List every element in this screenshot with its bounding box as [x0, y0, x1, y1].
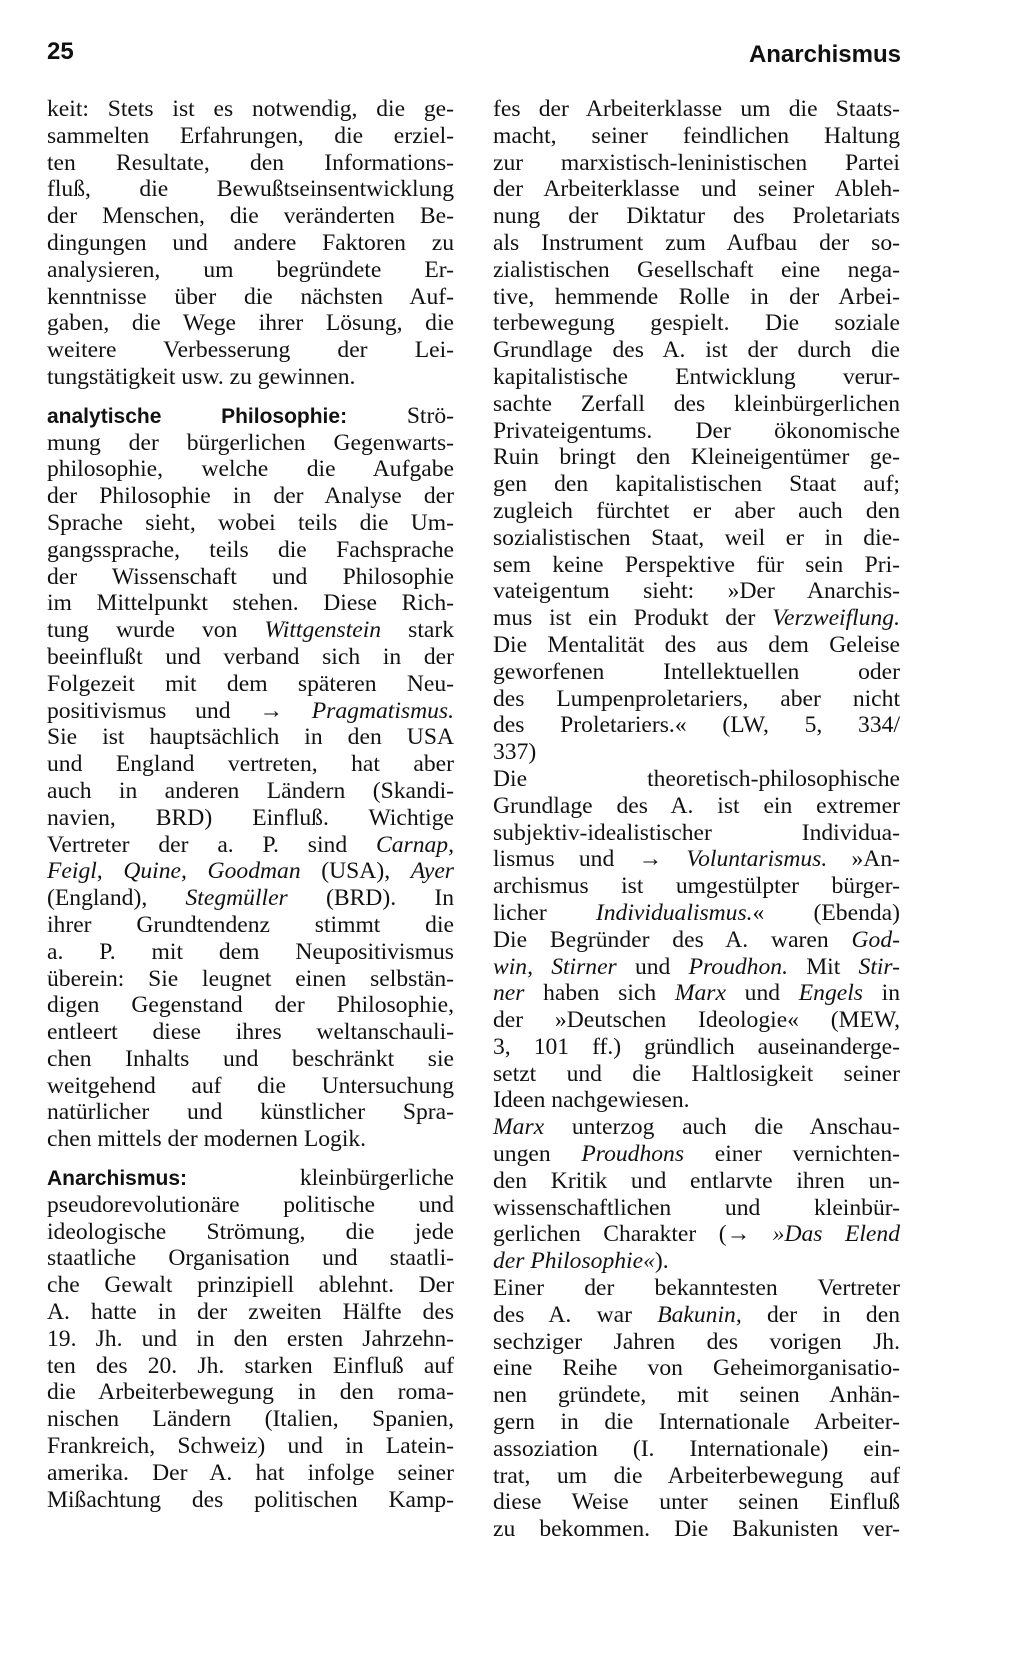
text-line [47, 1019, 454, 1046]
text-line [47, 912, 454, 939]
text-line [47, 778, 454, 805]
paragraph-gap [47, 391, 454, 403]
line-text: Mit [787, 953, 859, 980]
text-line [493, 846, 900, 873]
line-text: ten Resultate, den Informations- [47, 149, 454, 176]
text-line [493, 444, 900, 471]
text-line [493, 1463, 900, 1490]
paragraph-gap [47, 1153, 454, 1165]
page-number: 25 [47, 38, 74, 65]
text-line [493, 203, 900, 230]
italic-name: Ayer [410, 858, 454, 885]
line-text: geworfenen Intellektuellen oder [493, 658, 900, 685]
line-text: che Gewalt prinzipiell ablehnt. Der [47, 1272, 454, 1299]
text-line [493, 739, 900, 766]
text-line [47, 403, 454, 430]
italic-name: »Das Elend [772, 1221, 900, 1248]
text-line [493, 257, 900, 284]
line-text: ). [654, 1248, 669, 1275]
text-line [493, 1516, 900, 1543]
text-line [47, 644, 454, 671]
text-line [493, 337, 900, 364]
line-text: zur marxistisch-leninistischen Partei [493, 149, 900, 176]
line-text: kapitalistische Entwicklung verur- [493, 363, 900, 390]
line-text: philosophie, welche die Aufgabe [47, 456, 454, 483]
italic-name: Marx [493, 1114, 545, 1141]
line-text: als Instrument zum Aufbau der so- [493, 229, 900, 256]
text-line [47, 939, 454, 966]
line-text: und [725, 980, 799, 1007]
line-text: 3, 101 ff.) gründlich auseinanderge- [493, 1033, 900, 1060]
text-line [493, 659, 900, 686]
text-line [47, 284, 454, 311]
text-line [493, 176, 900, 203]
line-text: den Kritik und entlarvte ihren un- [493, 1167, 900, 1194]
line-text: Ideen nachgewiesen. [493, 1087, 690, 1114]
line-text: chen Inhalts und beschränkt sie [47, 1045, 454, 1072]
line-text: (BRD). In [287, 885, 455, 912]
line-text: der Menschen, die veränderten Be- [47, 203, 454, 230]
text-line [47, 257, 454, 284]
text-line [47, 203, 454, 230]
line-text: setzt und die Haltlosigkeit seiner [493, 1060, 900, 1087]
page-header [47, 38, 901, 78]
italic-name: Proudhon. [688, 953, 788, 980]
line-text: nischen Ländern (Italien, Spanien, [47, 1406, 454, 1433]
line-text: subjektiv-idealistischer Individua- [493, 819, 900, 846]
text-line [47, 430, 454, 457]
text-line [493, 1382, 900, 1409]
line-text: chen mittels der modernen Logik. [47, 1126, 367, 1153]
line-text: sem keine Perspektive für sein Pri- [493, 551, 900, 578]
line-text: dingungen und andere Faktoren zu [47, 229, 454, 256]
line-text: sechziger Jahren des vorigen Jh. [493, 1328, 900, 1355]
line-text: staatliche Organisation und staatli- [47, 1245, 454, 1272]
line-text: der Arbeiterklasse und seiner Ableh- [493, 176, 900, 203]
left-column [47, 96, 454, 1513]
line-text: des A. war [493, 1301, 658, 1328]
text-line [47, 564, 454, 591]
text-line [493, 1355, 900, 1382]
line-text: entleert diese ihres weltanschauli- [47, 1019, 454, 1046]
text-line [47, 537, 454, 564]
line-text: tungstätigkeit usw. zu gewinnen. [47, 363, 356, 390]
line-text: haben sich [524, 980, 675, 1007]
text-line [47, 1126, 454, 1153]
line-text: eine Reihe von Geheimorganisatio- [493, 1355, 900, 1382]
text-line [47, 1379, 454, 1406]
text-line [47, 590, 454, 617]
text-line [493, 1168, 900, 1195]
text-line [493, 1302, 900, 1329]
italic-name: Feigl, Quine, Goodman [47, 858, 301, 885]
text-line [493, 1409, 900, 1436]
text-line [493, 578, 900, 605]
text-line [47, 1272, 454, 1299]
text-line [493, 96, 900, 123]
italic-name: Carnap, [375, 831, 454, 858]
text-line [47, 992, 454, 1019]
text-line [493, 364, 900, 391]
text-line [493, 150, 900, 177]
text-line [47, 1487, 454, 1514]
line-text: navien, BRD) Einfluß. Wichtige [47, 804, 454, 831]
line-text: archismus ist umgestülpter bürger- [493, 873, 900, 900]
line-text: ihrer Grundtendenz stimmt die [47, 911, 454, 938]
line-text: Grundlage des A. ist der durch die [493, 337, 900, 364]
line-text: nen gründete, mit seinen Anhän- [493, 1382, 900, 1409]
line-text: (England), [47, 885, 186, 912]
text-line [493, 793, 900, 820]
line-text: wissenschaftlichen und kleinbür- [493, 1194, 900, 1221]
line-text: die Arbeiterbewegung in den roma- [47, 1379, 454, 1406]
text-line [47, 456, 454, 483]
line-text: beeinflußt und verband sich in der [47, 643, 454, 670]
text-line [493, 1195, 900, 1222]
italic-name: der Philosophie« [493, 1248, 655, 1275]
italic-name: Engels [798, 980, 863, 1007]
text-line [493, 230, 900, 257]
line-text: 19. Jh. und in den ersten Jahrzehn- [47, 1325, 454, 1352]
italic-name: Voluntarismus. [686, 846, 828, 873]
text-line [493, 1061, 900, 1088]
line-text: Folgezeit mit dem späteren Neu- [47, 670, 454, 697]
line-text: sachte Zerfall des kleinbürgerlichen [493, 390, 900, 417]
line-text: pseudorevolutionäre politische und [47, 1191, 454, 1218]
text-line [47, 805, 454, 832]
text-line [47, 832, 454, 859]
line-text: der Philosophie in der Analyse der [47, 483, 454, 510]
text-line [47, 150, 454, 177]
text-line [493, 123, 900, 150]
line-text: gern in die Internationale Arbeiter- [493, 1409, 900, 1436]
text-line [47, 617, 454, 644]
line-text: »An- [827, 846, 900, 873]
text-line [493, 1275, 900, 1302]
line-text: Die Begründer des A. waren [493, 926, 852, 953]
text-line [47, 1219, 454, 1246]
text-line [47, 310, 454, 337]
line-text: unterzog auch die Anschau- [544, 1114, 900, 1141]
line-text: weitere Verbesserung der Lei- [47, 337, 454, 364]
entry-keyword: Anarchismus: [47, 1167, 188, 1191]
line-text: sammelten Erfahrungen, die erziel- [47, 122, 454, 149]
line-text: der in den [741, 1301, 900, 1328]
line-text: Grundlage des A. ist ein extremer [493, 792, 900, 819]
text-line [47, 1245, 454, 1272]
text-line [47, 230, 454, 257]
text-line [493, 471, 900, 498]
text-line [47, 1353, 454, 1380]
line-text: tung wurde von [47, 617, 265, 644]
line-text: der »Deutschen Ideologie« (MEW, [493, 1007, 900, 1034]
line-text: analysieren, um begründete Er- [47, 256, 454, 283]
line-text: mung der bürgerlichen Gegenwarts- [47, 429, 454, 456]
text-line [47, 1099, 454, 1126]
text-line [493, 1489, 900, 1516]
line-text: Ruin bringt den Kleineigentümer ge- [493, 444, 900, 471]
text-line [493, 1248, 900, 1275]
italic-name: Wittgenstein [264, 617, 382, 644]
text-line [493, 525, 900, 552]
line-text: zu bekommen. Die Bakunisten ver- [493, 1516, 900, 1543]
line-text: einer vernichten- [684, 1141, 900, 1168]
text-line [493, 391, 900, 418]
line-text: fluß, die Bewußtseinsentwicklung [47, 176, 454, 203]
text-line [47, 337, 454, 364]
text-line [47, 96, 454, 123]
text-line [493, 954, 900, 981]
text-line [493, 1114, 900, 1141]
line-text: amerika. Der A. hat infolge seiner [47, 1459, 454, 1486]
line-text: auch in anderen Ländern (Skandi- [47, 777, 454, 804]
line-text: Die Mentalität des aus dem Geleise [493, 631, 900, 658]
text-line [47, 1046, 454, 1073]
text-line [47, 966, 454, 993]
text-line [47, 858, 454, 885]
text-line [47, 483, 454, 510]
text-line [47, 1299, 454, 1326]
line-text: « (Ebenda) [752, 899, 900, 926]
line-text: ungen [493, 1141, 582, 1168]
line-text: keit: Stets ist es notwendig, die ge- [47, 96, 454, 122]
line-text: Die theoretisch-philosophische [493, 765, 900, 792]
line-text: assoziation (I. Internationale) ein- [493, 1435, 900, 1462]
line-text: vateigentum sieht: »Der Anarchis- [493, 578, 900, 605]
line-text: der Wissenschaft und Philosophie [47, 563, 454, 590]
text-line [47, 1192, 454, 1219]
line-text: und [616, 953, 689, 980]
line-text: des Proletariers.« (LW, 5, 334/ [493, 712, 900, 739]
line-text: sozialistischen Staat, weil er in die- [493, 524, 900, 551]
running-head: Anarchismus [748, 41, 901, 68]
italic-name: Marx [674, 980, 726, 1007]
text-line [493, 418, 900, 445]
text-line [493, 712, 900, 739]
line-text: fes der Arbeiterklasse um die Staats- [493, 96, 900, 122]
line-text: Frankreich, Schweiz) und in Latein- [47, 1433, 454, 1460]
text-line [47, 1460, 454, 1487]
text-line [47, 751, 454, 778]
line-text: ten des 20. Jh. starken Einfluß auf [47, 1352, 454, 1379]
text-line [493, 873, 900, 900]
line-text: Sprache sieht, wobei teils die Um- [47, 509, 454, 536]
line-text: stark [381, 617, 454, 644]
text-line [493, 1329, 900, 1356]
text-line [47, 671, 454, 698]
text-line [493, 900, 900, 927]
line-text: gerlichen Charakter (→ [493, 1221, 773, 1248]
line-text: gangssprache, teils die Fachsprache [47, 536, 454, 563]
line-text: natürlicher und künstlicher Spra- [47, 1099, 454, 1126]
line-text: 337) [493, 739, 537, 766]
text-line [493, 632, 900, 659]
text-line [493, 605, 900, 632]
text-line [47, 1165, 454, 1192]
text-line [47, 176, 454, 203]
text-line [493, 310, 900, 337]
line-text: a. P. mit dem Neupositivismus [47, 938, 454, 965]
italic-name: Individualismus. [595, 899, 753, 926]
text-line [493, 980, 900, 1007]
text-line [47, 364, 454, 391]
line-text: des Lumpenproletariers, aber nicht [493, 685, 900, 712]
italic-name: Pragmatismus. [311, 697, 454, 724]
line-text: gaben, die Wege ihrer Lösung, die [47, 310, 454, 337]
text-line [493, 284, 900, 311]
line-text: trat, um die Arbeiterbewegung auf [493, 1462, 900, 1489]
line-text: digen Gegenstand der Philosophie, [47, 992, 454, 1019]
line-text: in [862, 980, 900, 1007]
text-line [47, 123, 454, 150]
line-text: und England vertreten, hat aber [47, 751, 454, 778]
text-line [47, 1406, 454, 1433]
text-line [493, 1007, 900, 1034]
italic-name: Stir- [858, 953, 900, 980]
line-text: diese Weise unter seinen Einfluß [493, 1489, 900, 1516]
line-text: terbewegung gespielt. Die soziale [493, 310, 900, 337]
line-text: A. hatte in der zweiten Hälfte des [47, 1299, 454, 1326]
line-text: tive, hemmende Rolle in der Arbei- [493, 283, 900, 310]
italic-name: Stegmüller [185, 885, 288, 912]
line-text: lismus und → [493, 846, 687, 873]
text-line [493, 766, 900, 793]
line-text: (USA), [300, 858, 411, 885]
line-text: Vertreter der a. P. sind [47, 831, 376, 858]
line-text: im Mittelpunkt stehen. Diese Rich- [47, 590, 454, 617]
line-text: nung der Diktatur des Proletariats [493, 203, 900, 230]
text-line [47, 724, 454, 751]
line-text: weitgehend auf die Untersuchung [47, 1072, 454, 1099]
line-text: kleinbürgerliche [187, 1165, 454, 1192]
text-line [493, 1436, 900, 1463]
italic-name: God- [851, 926, 900, 953]
line-text: Einer der bekanntesten Vertreter [493, 1275, 900, 1302]
italic-name: Verzweiflung. [772, 605, 900, 632]
line-text: überein: Sie leugnet einen selbstän- [47, 965, 454, 992]
right-column [493, 96, 900, 1543]
text-line [47, 1433, 454, 1460]
italic-name: Bakunin, [657, 1301, 742, 1328]
line-text: licher [493, 899, 596, 926]
line-text: gen den kapitalistischen Staat auf; [493, 471, 900, 498]
italic-name: ner [493, 980, 525, 1007]
text-line [493, 820, 900, 847]
line-text: mus ist ein Produkt der [493, 605, 773, 632]
italic-name: win, Stirner [493, 953, 617, 980]
text-line [493, 1221, 900, 1248]
line-text: Strö- [347, 402, 454, 429]
line-text: kenntnisse über die nächsten Auf- [47, 283, 454, 310]
line-text: zugleich fürchtet er aber auch den [493, 497, 900, 524]
text-line [493, 1141, 900, 1168]
line-text: positivismus und → [47, 697, 312, 724]
text-line [493, 1087, 900, 1114]
entry-keyword: analytische Philosophie: [47, 404, 348, 428]
line-text: zialistischen Gesellschaft eine nega- [493, 256, 900, 283]
line-text: Privateigentums. Der ökonomische [493, 417, 900, 444]
line-text: Mißachtung des politischen Kamp- [47, 1486, 454, 1513]
text-line [47, 1326, 454, 1353]
text-line [47, 885, 454, 912]
line-text: macht, seiner feindlichen Haltung [493, 122, 900, 149]
text-line [47, 510, 454, 537]
line-text: Sie ist hauptsächlich in den USA [47, 724, 454, 751]
text-line [47, 698, 454, 725]
line-text: ideologische Strömung, die jede [47, 1218, 454, 1245]
text-line [493, 686, 900, 713]
text-line [47, 1073, 454, 1100]
text-line [493, 498, 900, 525]
text-line [493, 552, 900, 579]
italic-name: Proudhons [581, 1141, 685, 1168]
text-line [493, 1034, 900, 1061]
text-line [493, 927, 900, 954]
